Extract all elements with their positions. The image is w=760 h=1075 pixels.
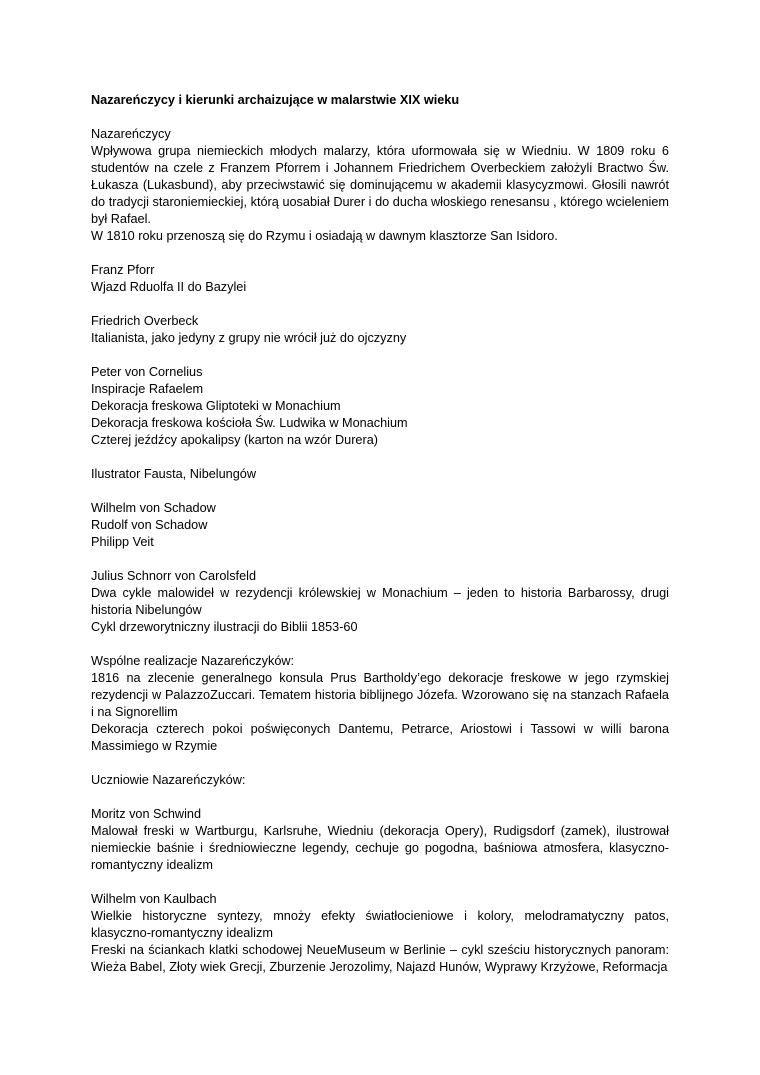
section-schnorr	[91, 568, 669, 636]
text-line: Wjazd Rduolfa II do Bazylei	[91, 280, 247, 294]
paragraph: Dekoracja czterech pokoi poświęconych Dantemu, Petrarce, Ariostowi i Tassowi w willi barona Massimiego w Rzymie	[91, 722, 669, 753]
section-heading: Uczniowie Nazareńczyków:	[91, 773, 246, 787]
text-line: Czterej jeźdźcy apokalipsy (karton na wzór Durera)	[91, 433, 378, 447]
section-heading: Wspólne realizacje Nazareńczyków:	[91, 654, 295, 668]
artist-name: Julius Schnorr von Carolsfeld	[91, 569, 257, 583]
artist-name: Friedrich Overbeck	[91, 314, 199, 328]
artist-name: Wilhelm von Kaulbach	[91, 892, 217, 906]
paragraph: Freski na ściankach klatki schodowej NeueMuseum w Berlinie – cykl sześciu historycznych panoram: Wieża Babel, Złoty wiek Grecji, Zburzenie Jerozolimy, Najazd Hunów, Wyprawy Krzyżowe, Reformacja	[91, 943, 669, 974]
section-uczniowie	[91, 772, 669, 789]
paragraph: Dwa cykle malowideł w rezydencji królewskiej w Monachium – jeden to historia Barbarossy, drugi historia Nibelungów	[91, 586, 669, 617]
section-overbeck	[91, 313, 669, 347]
text-line: Ilustrator Fausta, Nibelungów	[91, 467, 257, 481]
paragraph: W 1810 roku przenoszą się do Rzymu i osiadają w dawnym klasztorze San Isidoro.	[91, 229, 558, 243]
document-title: Nazareńczycy i kierunki archaizujące w malarstwie XIX wieku	[91, 93, 460, 107]
section-nazarenczycy	[91, 126, 669, 245]
artist-name: Rudolf von Schadow	[91, 518, 208, 532]
paragraph: Wpływowa grupa niemieckich młodych malarzy, która uformowała się w Wiedniu. W 1809 roku 6 studentów na czele z Franzem Pforrem i Johannem Friedrichem Overbeckiem założyli Bractwo Św. Łukasza (Lukasbund), aby przeciwstawić się dominującemu w akademii klasycyzmowi. Głosili nawrót do tradycji staroniemieckiej, którą uosabiał Durer i do ducha włoskiego renesansu , którego wcieleniem był Rafael.	[91, 144, 669, 226]
text-line: Italianista, jako jedyny z grupy nie wrócił już do ojczyzny	[91, 331, 407, 345]
section-kaulbach	[91, 891, 669, 976]
paragraph: Cykl drzeworytniczny ilustracji do Biblii 1853-60	[91, 620, 358, 634]
section-heading: Nazareńczycy	[91, 127, 171, 141]
section-cornelius	[91, 364, 669, 449]
artist-name: Moritz von Schwind	[91, 807, 201, 821]
section-schwind	[91, 806, 669, 874]
paragraph: Malował freski w Wartburgu, Karlsruhe, Wiedniu (dekoracja Opery), Rudigsdorf (zamek), ilustrował niemieckie baśnie i średniowieczne legendy, cechuje go pogodna, baśniowa atmosfera, klasyczno-romantyczny idealizm	[91, 824, 669, 872]
section-schadow-veit	[91, 500, 669, 551]
artist-name: Philipp Veit	[91, 535, 154, 549]
artist-name: Franz Pforr	[91, 263, 155, 277]
section-pforr	[91, 262, 669, 296]
artist-name: Peter von Cornelius	[91, 365, 203, 379]
paragraph: 1816 na zlecenie generalnego konsula Prus Bartholdy’ego dekoracje freskowe w jego rzymskiej rezydencji w PalazzoZuccari. Tematem historia biblijnego Józefa. Wzorowano się na stanzach Rafaela i na Signorellim	[91, 671, 669, 719]
text-line: Dekoracja freskowa Gliptoteki w Monachium	[91, 399, 341, 413]
artist-name: Wilhelm von Schadow	[91, 501, 216, 515]
paragraph: Wielkie historyczne syntezy, mnoży efekty światłocieniowe i kolory, melodramatyczny patos, klasyczno-romantyczny idealizm	[91, 909, 669, 940]
text-line: Dekoracja freskowa kościoła Św. Ludwika w Monachium	[91, 416, 408, 430]
section-illustrator	[91, 466, 669, 483]
text-line: Inspiracje Rafaelem	[91, 382, 204, 396]
section-wspolne-realizacje	[91, 653, 669, 755]
